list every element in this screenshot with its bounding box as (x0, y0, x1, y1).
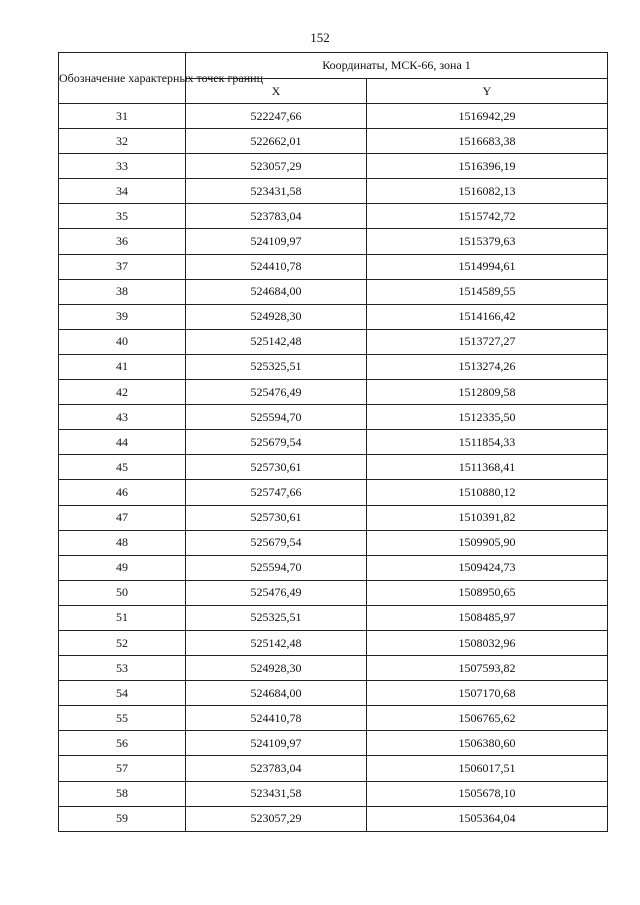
x-coordinate-cell: 523783,04 (186, 204, 367, 229)
y-coordinate-cell: 1505678,10 (367, 781, 608, 806)
point-number-cell: 44 (59, 430, 186, 455)
y-coordinate-cell: 1509424,73 (367, 555, 608, 580)
point-number-cell: 40 (59, 329, 186, 354)
table-row (59, 681, 608, 706)
y-coordinate-cell: 1506380,60 (367, 731, 608, 756)
x-coordinate-cell: 525594,70 (186, 405, 367, 430)
y-coordinate-cell: 1516396,19 (367, 154, 608, 179)
table-row (59, 455, 608, 480)
point-number-cell: 33 (59, 154, 186, 179)
y-coordinate-cell: 1516082,13 (367, 179, 608, 204)
table-row (59, 505, 608, 530)
point-number-cell: 35 (59, 204, 186, 229)
table-row (59, 806, 608, 831)
table-row (59, 605, 608, 630)
y-column-header: Y (367, 79, 608, 104)
x-coordinate-cell: 525679,54 (186, 430, 367, 455)
y-coordinate-cell: 1511854,33 (367, 430, 608, 455)
point-number-cell: 53 (59, 656, 186, 681)
point-number-cell: 57 (59, 756, 186, 781)
point-number-cell: 50 (59, 580, 186, 605)
coordinates-group-header: Координаты, МСК-66, зона 1 (186, 53, 608, 79)
point-number-cell: 31 (59, 104, 186, 129)
x-coordinate-cell: 525476,49 (186, 380, 367, 405)
table-row (59, 706, 608, 731)
x-coordinate-cell: 525325,51 (186, 354, 367, 379)
table-row (59, 129, 608, 154)
x-coordinate-cell: 525730,61 (186, 455, 367, 480)
x-coordinate-cell: 524684,00 (186, 279, 367, 304)
table-row (59, 756, 608, 781)
x-coordinate-cell: 525142,48 (186, 630, 367, 655)
table-row (59, 555, 608, 580)
x-coordinate-cell: 523057,29 (186, 806, 367, 831)
y-coordinate-cell: 1506765,62 (367, 706, 608, 731)
y-coordinate-cell: 1512335,50 (367, 405, 608, 430)
x-coordinate-cell: 525594,70 (186, 555, 367, 580)
x-coordinate-cell: 524928,30 (186, 304, 367, 329)
point-number-cell: 55 (59, 706, 186, 731)
point-number-cell: 34 (59, 179, 186, 204)
point-number-cell: 41 (59, 354, 186, 379)
y-coordinate-cell: 1514166,42 (367, 304, 608, 329)
y-coordinate-cell: 1505364,04 (367, 806, 608, 831)
point-number-cell: 58 (59, 781, 186, 806)
table-row (59, 580, 608, 605)
x-coordinate-cell: 525679,54 (186, 530, 367, 555)
table-row (59, 204, 608, 229)
table-row (59, 329, 608, 354)
point-number-cell: 47 (59, 505, 186, 530)
x-coordinate-cell: 524109,97 (186, 731, 367, 756)
x-coordinate-cell: 525476,49 (186, 580, 367, 605)
y-coordinate-cell: 1513274,26 (367, 354, 608, 379)
y-coordinate-cell: 1508485,97 (367, 605, 608, 630)
page-number: 152 (310, 30, 330, 45)
x-coordinate-cell: 524410,78 (186, 254, 367, 279)
table-row (59, 380, 608, 405)
x-coordinate-cell: 525325,51 (186, 605, 367, 630)
x-coordinate-cell: 522247,66 (186, 104, 367, 129)
x-coordinate-cell: 523057,29 (186, 154, 367, 179)
y-coordinate-cell: 1513727,27 (367, 329, 608, 354)
x-coordinate-cell: 525747,66 (186, 480, 367, 505)
point-number-cell: 54 (59, 681, 186, 706)
point-number-cell: 42 (59, 380, 186, 405)
x-column-header: X (186, 79, 367, 104)
y-coordinate-cell: 1512809,58 (367, 380, 608, 405)
table-row (59, 530, 608, 555)
y-coordinate-cell: 1515379,63 (367, 229, 608, 254)
y-coordinate-cell: 1510391,82 (367, 505, 608, 530)
x-coordinate-cell: 525730,61 (186, 505, 367, 530)
table-row (59, 430, 608, 455)
y-coordinate-cell: 1510880,12 (367, 480, 608, 505)
x-coordinate-cell: 524928,30 (186, 656, 367, 681)
table-row (59, 304, 608, 329)
table-header (59, 53, 608, 104)
y-coordinate-cell: 1508032,96 (367, 630, 608, 655)
point-number-cell: 51 (59, 605, 186, 630)
x-coordinate-cell: 523431,58 (186, 781, 367, 806)
point-number-cell: 36 (59, 229, 186, 254)
point-number-cell: 56 (59, 731, 186, 756)
point-number-cell: 43 (59, 405, 186, 430)
y-coordinate-cell: 1514589,55 (367, 279, 608, 304)
x-coordinate-cell: 525142,48 (186, 329, 367, 354)
point-number-cell: 46 (59, 480, 186, 505)
point-number-cell: 38 (59, 279, 186, 304)
x-coordinate-cell: 523783,04 (186, 756, 367, 781)
point-number-cell: 32 (59, 129, 186, 154)
point-number-cell: 52 (59, 630, 186, 655)
table-row (59, 731, 608, 756)
point-number-cell: 45 (59, 455, 186, 480)
table-row (59, 656, 608, 681)
y-coordinate-cell: 1511368,41 (367, 455, 608, 480)
point-number-cell: 49 (59, 555, 186, 580)
table-row (59, 229, 608, 254)
y-coordinate-cell: 1515742,72 (367, 204, 608, 229)
y-coordinate-cell: 1507170,68 (367, 681, 608, 706)
table-row (59, 630, 608, 655)
y-coordinate-cell: 1508950,65 (367, 580, 608, 605)
table-body (59, 104, 608, 832)
table-row (59, 354, 608, 379)
y-coordinate-cell: 1516683,38 (367, 129, 608, 154)
table-row (59, 405, 608, 430)
table-row (59, 254, 608, 279)
table-row (59, 154, 608, 179)
point-number-cell: 48 (59, 530, 186, 555)
table-row (59, 279, 608, 304)
x-coordinate-cell: 524109,97 (186, 229, 367, 254)
point-number-cell: 59 (59, 806, 186, 831)
point-number-cell: 39 (59, 304, 186, 329)
table-row (59, 480, 608, 505)
x-coordinate-cell: 524684,00 (186, 681, 367, 706)
coordinates-table (58, 52, 608, 832)
x-coordinate-cell: 523431,58 (186, 179, 367, 204)
x-coordinate-cell: 522662,01 (186, 129, 367, 154)
y-coordinate-cell: 1516942,29 (367, 104, 608, 129)
table-row (59, 781, 608, 806)
point-number-cell: 37 (59, 254, 186, 279)
y-coordinate-cell: 1509905,90 (367, 530, 608, 555)
point-designation-header: Обозначение характерных точек границ (59, 53, 186, 104)
y-coordinate-cell: 1506017,51 (367, 756, 608, 781)
x-coordinate-cell: 524410,78 (186, 706, 367, 731)
table-row (59, 179, 608, 204)
y-coordinate-cell: 1514994,61 (367, 254, 608, 279)
y-coordinate-cell: 1507593,82 (367, 656, 608, 681)
table-row (59, 104, 608, 129)
